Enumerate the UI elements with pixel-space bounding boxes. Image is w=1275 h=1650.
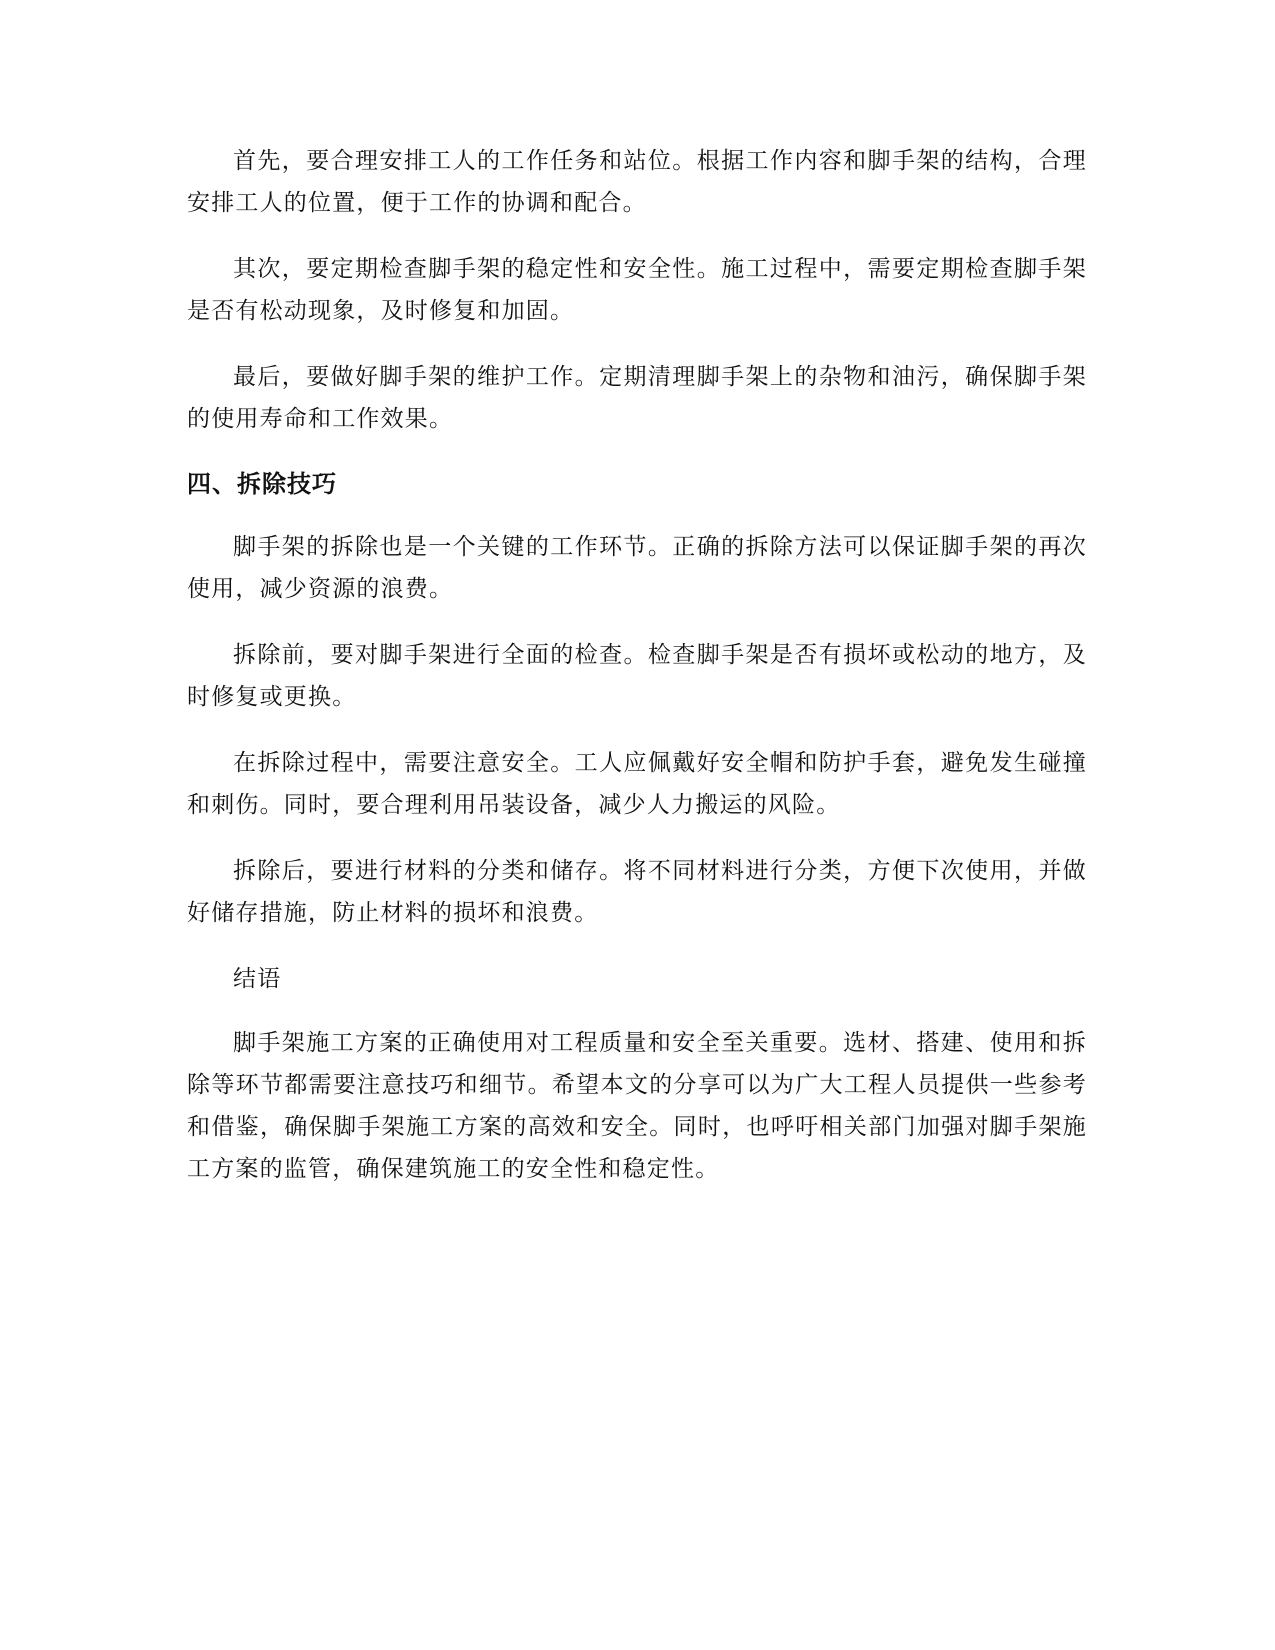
paragraph-worker-arrangement: 首先，要合理安排工人的工作任务和站位。根据工作内容和脚手架的结构，合理安排工人的位置，便于工作的协调和配合。 [187,148,1087,216]
paragraph-dismantling-safety: 在拆除过程中，需要注意安全。工人应佩戴好安全帽和防护手套，避免发生碰撞和刺伤。同时，要合理利用吊装设备，减少人力搬运的风险。 [187,750,1087,818]
paragraph-maintenance: 最后，要做好脚手架的维护工作。定期清理脚手架上的杂物和油污，确保脚手架的使用寿命和工作效果。 [187,364,1087,432]
paragraph-material-storage: 拆除后，要进行材料的分类和储存。将不同材料进行分类，方便下次使用，并做好储存措施，防止材料的损坏和浪费。 [187,858,1087,926]
paragraph-pre-dismantling-check: 拆除前，要对脚手架进行全面的检查。检查脚手架是否有损坏或松动的地方，及时修复或更换。 [187,642,1087,710]
paragraph-dismantling-intro: 脚手架的拆除也是一个关键的工作环节。正确的拆除方法可以保证脚手架的再次使用，减少资源的浪费。 [187,534,1087,602]
document-body [187,140,1087,1214]
conclusion-title: 结语 [233,966,282,992]
paragraph-regular-inspection: 其次，要定期检查脚手架的稳定性和安全性。施工过程中，需要定期检查脚手架是否有松动现象，及时修复和加固。 [187,256,1087,324]
paragraph-conclusion: 脚手架施工方案的正确使用对工程质量和安全至关重要。选材、搭建、使用和拆除等环节都需要注意技巧和细节。希望本文的分享可以为广大工程人员提供一些参考和借鉴，确保脚手架施工方案的高效和安全。同时，也呼吁相关部门加强对脚手架施工方案的监管，确保建筑施工的安全性和稳定性。 [187,1030,1087,1182]
section-heading-dismantling: 四、拆除技巧 [187,470,337,498]
